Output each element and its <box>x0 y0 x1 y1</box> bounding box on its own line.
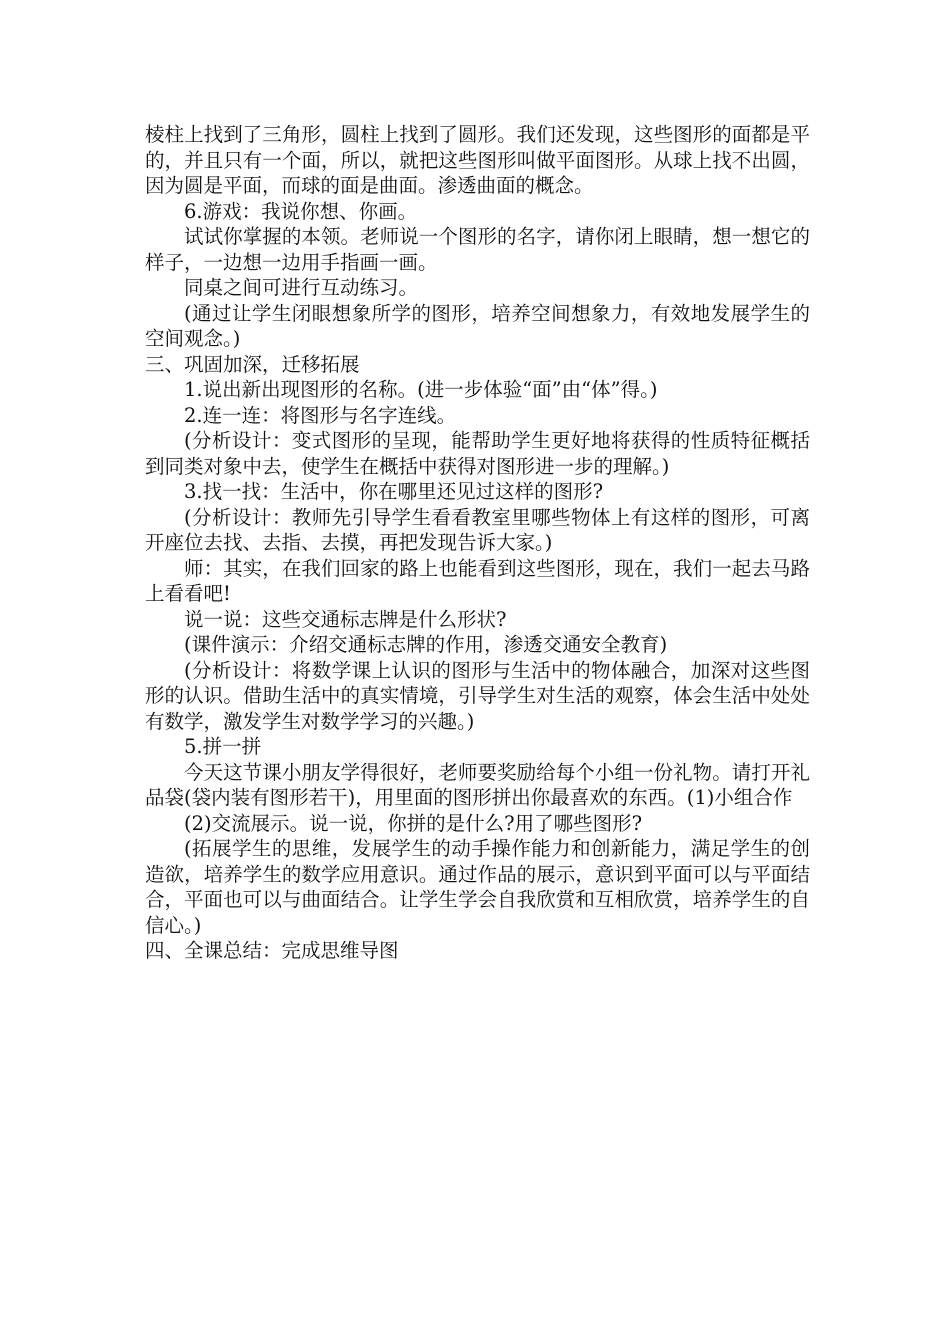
paragraph-item-1: 1.说出新出现图形的名称。(进一步体验“面”由“体”得。) <box>184 378 658 401</box>
document-page <box>145 122 810 964</box>
paragraph-gift-activity: 今天这节课小朋友学得很好，老师要奖励给每个小组一份礼物。请打开礼品袋(袋内装有图形若干)，用里面的图形拼出你最喜欢的东西。(1)小组合作 <box>145 760 810 809</box>
paragraph-item-5: 5.拼一拼 <box>184 735 262 758</box>
paragraph-courseware-demo: (课件演示：介绍交通标志牌的作用，渗透交通安全教育) <box>184 633 668 656</box>
paragraph-signs-analysis: (分析设计：将数学课上认识的图形与生活中的物体融合，加深对这些图形的认识。借助生活中的真实情境，引导学生对生活的观察，体会生活中处处有数学，激发学生对数学学习的兴趣。) <box>145 658 810 733</box>
paragraph-item-3: 3.找一找：生活中，你在哪里还见过这样的图形? <box>184 480 604 503</box>
paragraph-item-2: 2.连一连：将图形与名字连线。 <box>184 403 457 427</box>
paragraph-extension-note: (拓展学生的思维，发展学生的动手操作能力和创新能力，满足学生的创造欲，培养学生的数学应用意识。通过作品的展示，意识到平面可以与平面结合，平面也可以与曲面结合。让学生学会自我欣赏和互相欣赏，培养学生的自信心。) <box>145 837 810 937</box>
paragraph-pair-practice: 同桌之间可进行互动练习。 <box>184 276 419 299</box>
paragraph-share-display: (2)交流展示。说一说，你拼的是什么?用了哪些图形? <box>184 811 643 835</box>
paragraph-say-it: 说一说：这些交通标志牌是什么形状? <box>184 607 507 631</box>
paragraph-item-3-analysis: (分析设计：教师先引导学生看看教室里哪些物体上有这样的图形，可离开座位去找、去指、去摸，再把发现告诉大家。) <box>145 505 810 554</box>
paragraph-item-2-analysis: (分析设计：变式图形的呈现，能帮助学生更好地将获得的性质特征概括到同类对象中去，使学生在概括中获得对图形进一步的理解。) <box>145 429 810 478</box>
paragraph-game-heading: 6.游戏：我说你想、你画。 <box>184 199 418 223</box>
section-heading-summary: 四、全课总结：完成思维导图 <box>145 939 399 962</box>
section-heading-consolidate: 三、巩固加深，迁移拓展 <box>145 352 360 376</box>
paragraph-continuation: 棱柱上找到了三角形，圆柱上找到了圆形。我们还发现，这些图形的面都是平的，并且只有一个面，所以，就把这些图形叫做平面图形。从球上找不出圆，因为圆是平面，而球的面是曲面。渗透曲面的概念。 <box>145 123 810 197</box>
paragraph-game-note: (通过让学生闭眼想象所学的图形，培养空间想象力，有效地发展学生的空间观念。) <box>145 301 810 350</box>
paragraph-teacher-remark: 师：其实，在我们回家的路上也能看到这些图形，现在，我们一起去马路上看看吧! <box>145 556 810 605</box>
paragraph-game-instructions: 试试你掌握的本领。老师说一个图形的名字，请你闭上眼睛，想一想它的样子，一边想一边用手指画一画。 <box>145 225 810 274</box>
